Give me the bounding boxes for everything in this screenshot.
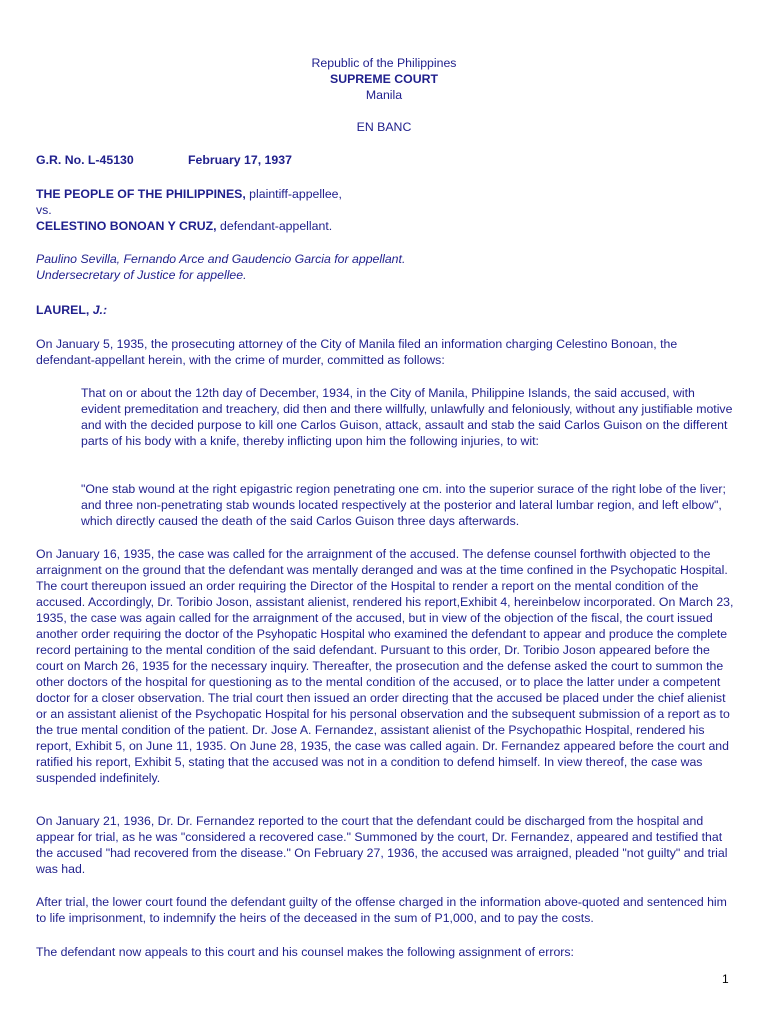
court-name: SUPREME COURT: [330, 72, 438, 86]
counsel-block: [36, 251, 736, 283]
en-banc-label: EN BANC: [356, 120, 412, 134]
ponente-name: LAUREL,: [36, 303, 90, 317]
gr-number: G.R. No. L-45130: [36, 153, 134, 167]
paragraph-assignment-of-errors: The defendant now appeals to this court and his counsel makes the following assignment of errors:: [36, 945, 574, 959]
decision-date: February 17, 1937: [188, 153, 292, 167]
plaintiff-line: [36, 186, 736, 202]
counsel-appellee: Undersecretary of Justice for appellee.: [36, 268, 247, 282]
republic-line: Republic of the Philippines: [311, 56, 457, 70]
versus-label: vs.: [36, 203, 52, 217]
defendant-name: CELESTINO BONOAN Y CRUZ,: [36, 219, 217, 233]
quote-injuries: "One stab wound at the right epigastric region penetrating one cm. into the superior surace of the right lobe of the liver; and three non-penetrating stab wounds located respectively at the posterior and lateral lumbar region, and left elbow", which directly caused the death of the said Carlos Guison three days afterwards.: [81, 482, 726, 528]
counsel-appellant: Paulino Sevilla, Fernando Arce and Gaudencio Garcia for appellant.: [36, 252, 406, 266]
defendant-role: defendant-appellant.: [216, 219, 333, 233]
page-number: 1: [722, 972, 729, 986]
ponente-title: J.:: [89, 303, 108, 317]
court-city: Manila: [365, 88, 403, 102]
ponente-line: [36, 302, 107, 318]
paragraph-recovery: On January 21, 1936, Dr. Dr. Fernandez reported to the court that the defendant could be discharged from the hospital and appear for trial, as he was "considered a recovered case." Summoned by the court, Dr. Fernandez, appeared and testified that the accused "had recovered from the disease." On February 27, 1936, the accused was arraigned, pleaded "not guilty" and trial was had.: [36, 814, 728, 876]
case-number-line: [36, 152, 292, 168]
plaintiff-role: plaintiff-appellee,: [245, 187, 342, 201]
paragraph-arraignment: On January 16, 1935, the case was called for the arraignment of the accused. The defense counsel forthwith objected to the arraignment on the ground that the defendant was mentally deranged and was at the time confined in the Psychopatic Hospital. The court thereupon issued an order requiring the Director of the Hospital to render a report on the mental condition of the accused. Accordingly, Dr. Toribio Joson, assistant alienist, rendered his report,Exhibit 4, hereinbelow incorporated. On March 23, 1935, the case was again called for the arraignment of the accused, but in view of the objection of the fiscal, the court issued another order requiring the doctor of the Psyhopatic Hospital who examined the defendant to appear and produce the complete record pertaining to the mental condition of the said defendant. Pursuant to this order, Dr. Toribio Joson appeared before the court on March 26, 1935 for the necessary inquiry. Thereafter, the prosecution and the defense asked the court to summon the other doctors of the hospital for questioning as to the mental condition of the accused, or to place the latter under a competent doctor for a closer observation. The trial court then issued an order directing that the accused be placed under the chief alienist or an assistant alienist of the Psychopatic Hospital for his personal observation and the subsequent submission of a report as to the true mental condition of the patient. Dr. Jose A. Fernandez, assistant alienist of the Psychopathic Hospital, rendered his report, Exhibit 5, on June 11, 1935. On June 28, 1935, the case was called again. Dr. Fernandez appeared before the court and ratified his report, Exhibit 5, stating that the accused was not in a condition to defend himself. In view thereof, the case was suspended indefinitely.: [36, 547, 734, 785]
quote-information-charge: That on or about the 12th day of December, 1934, in the City of Manila, Philippine Islands, the said accused, with evident premeditation and treachery, did then and there willfully, unlawfully and feloniously, without any justifiable motive and with the decided purpose to kill one Carlos Guison, attack, assault and stab the said Carlos Guison on the different parts of his body with a knife, thereby inflicting upon him the following injuries, to wit:: [81, 386, 733, 448]
paragraph-judgment: After trial, the lower court found the defendant guilty of the offense charged in the information above-quoted and sentenced him to life imprisonment, to indemnify the heirs of the deceased in the sum of P1,000, and to pay the costs.: [36, 895, 727, 925]
paragraph-information: On January 5, 1935, the prosecuting attorney of the City of Manila filed an information charging Celestino Bonoan, the defendant-appellant herein, with the crime of murder, committed as follows:: [36, 337, 678, 367]
parties-block: [36, 186, 736, 234]
plaintiff-name: THE PEOPLE OF THE PHILIPPINES,: [36, 187, 246, 201]
header-block: [0, 55, 768, 103]
defendant-line: [36, 218, 736, 234]
